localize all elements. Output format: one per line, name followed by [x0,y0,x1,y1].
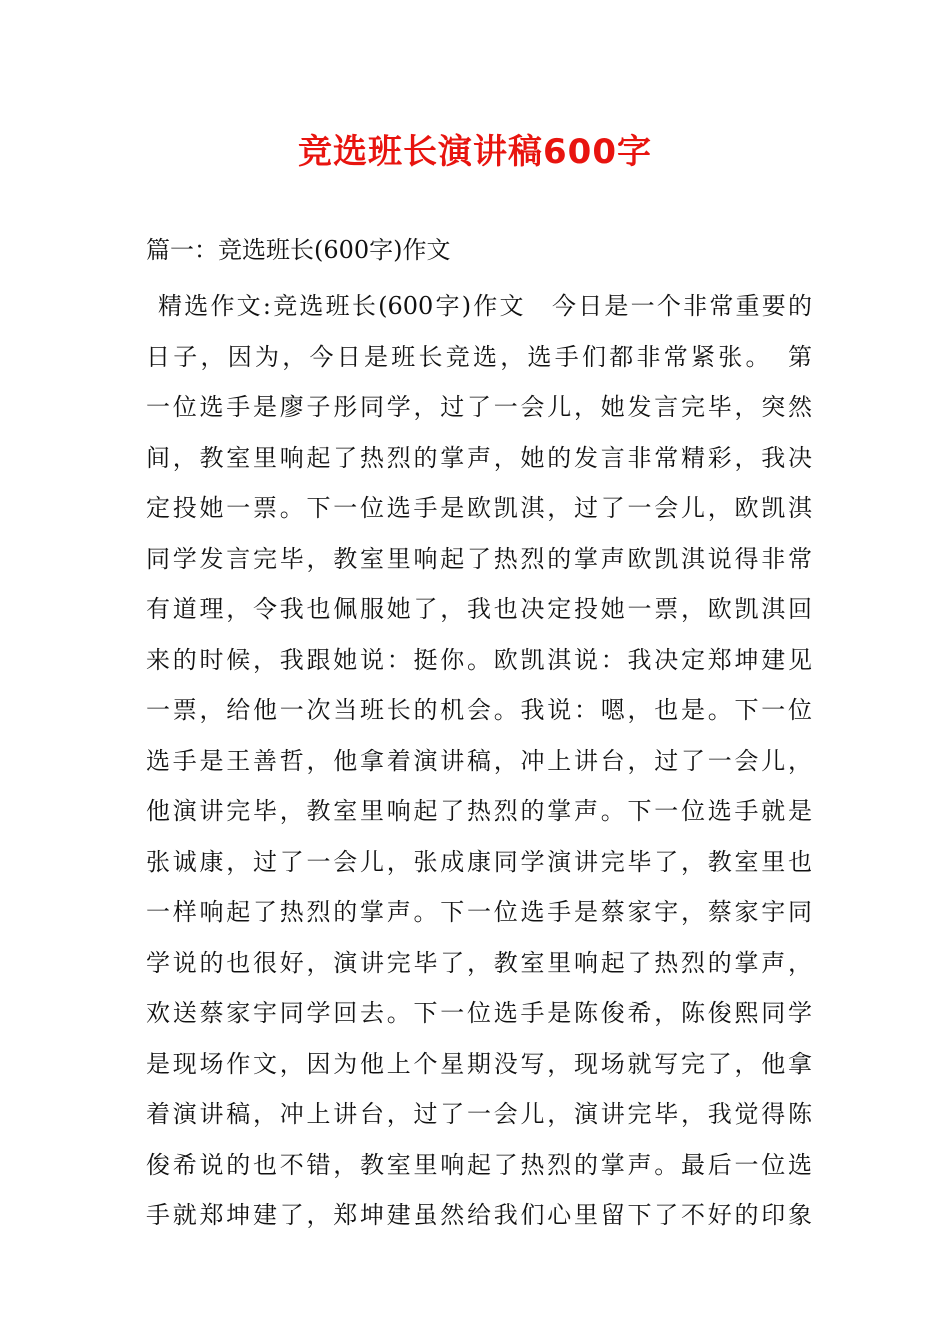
body-line: 一位选手是廖子彤同学，过了一会儿，她发言完毕，突然 [146,393,812,421]
body-line: 有道理，令我也佩服她了，我也决定投她一票，欧凯淇回 [146,595,812,623]
body-line: 定投她一票。下一位选手是欧凯淇，过了一会儿，欧凯淇 [146,494,812,522]
body-line: 同学发言完毕，教室里响起了热烈的掌声欧凯淇说得非常 [146,544,812,573]
body-line: 欢送蔡家宇同学回去。下一位选手是陈俊希，陈俊熙同学 [146,999,812,1027]
document-title: 竞选班长演讲稿600字 [298,132,652,172]
body-line: 一样响起了热烈的掌声。下一位选手是蔡家宇，蔡家宇同 [146,898,812,926]
body-line: 张诚康，过了一会儿，张成康同学演讲完毕了，教室里也 [146,847,812,876]
body-line: 着演讲稿，冲上讲台，过了一会儿，演讲完毕，我觉得陈 [146,1100,812,1128]
body-line: 选手是王善哲，他拿着演讲稿，冲上讲台，过了一会儿， [146,746,812,775]
body-line: 手就郑坤建了，郑坤建虽然给我们心里留下了不好的印象 [146,1201,812,1229]
body-line: 俊希说的也不错，教室里响起了热烈的掌声。最后一位选 [146,1150,812,1179]
body-line: 学说的也很好，演讲完毕了，教室里响起了热烈的掌声， [146,948,812,977]
body-line: 精选作文:竞选班长(600字)作文 今日是一个非常重要的 [158,292,812,320]
body-line: 是现场作文，因为他上个星期没写，现场就写完了，他拿 [146,1049,812,1078]
body-line: 他演讲完毕，教室里响起了热烈的掌声。下一位选手就是 [146,797,812,825]
section-heading: 篇一：竞选班长(600字)作文 [146,236,451,264]
body-paragraph [146,281,812,1241]
body-line: 一票，给他一次当班长的机会。我说：嗯，也是。下一位 [146,696,812,724]
body-line: 日子，因为，今日是班长竞选，选手们都非常紧张。 第 [146,342,812,371]
body-line: 来的时候，我跟她说：挺你。欧凯淇说：我决定郑坤建见 [146,645,812,674]
body-line: 间，教室里响起了热烈的掌声，她的发言非常精彩，我决 [146,443,812,472]
